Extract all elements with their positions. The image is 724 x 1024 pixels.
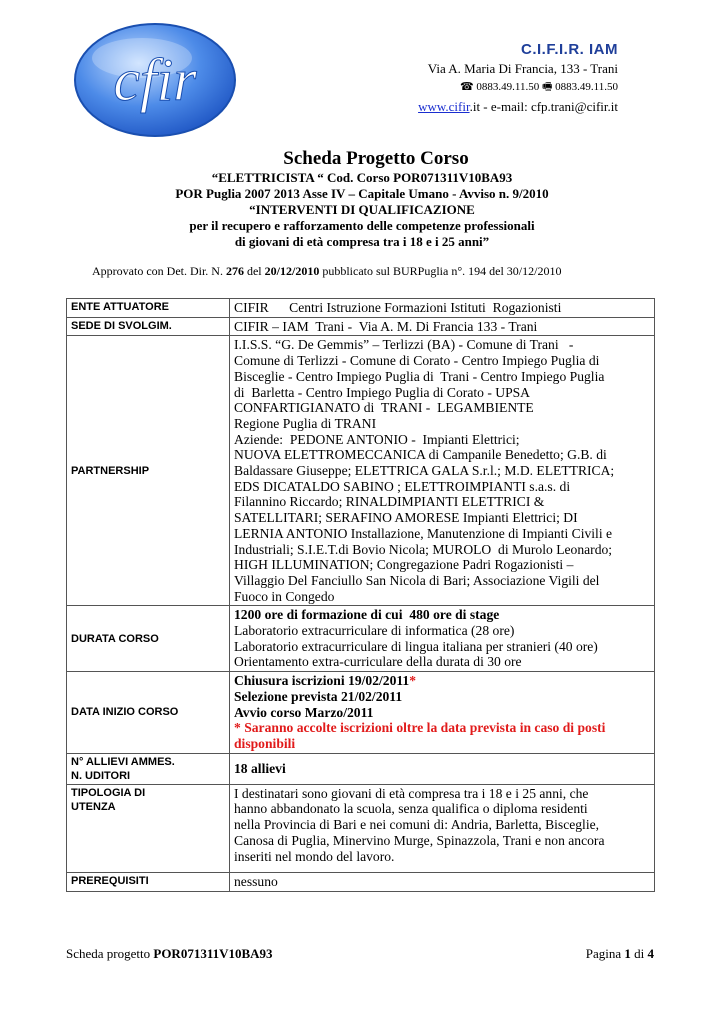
approval-prefix: Approvato con Det. Dir. N. [92, 264, 226, 278]
enrollment-note: * Saranno accolte iscrizioni oltre la data prevista in caso di posti [234, 720, 606, 736]
org-phone: 0883.49.11.50 [476, 81, 540, 93]
partnership-line: Villaggio Del Fanciullo San Nicola di Bari; Associazione Vigili del [234, 572, 600, 588]
org-phone-line [418, 78, 618, 97]
data-inizio-value [230, 672, 655, 754]
allievi-count: 18 allievi [234, 760, 286, 776]
closing-date: Chiusura iscrizioni 19/02/2011 [234, 673, 410, 689]
partnership-line: Industriali; S.I.E.T.di Bovio Nicola; MUROLO di Murolo Leonardo; [234, 541, 613, 557]
row-ente [67, 299, 655, 318]
partnership-line: SATELLITARI; SERAFINO AMORESE Impianti Elettrici; DI [234, 510, 578, 526]
approval-number: 276 [225, 264, 244, 278]
tipologia-value [230, 784, 655, 873]
prerequisiti-label: PREREQUISITI [67, 873, 230, 892]
approval-mid: del [243, 264, 265, 278]
selection-date: Selezione prevista 21/02/2011 [234, 688, 403, 704]
partnership-line: Comune di Terlizzi - Comune di Corato - Centro Impiego Puglia di [234, 353, 600, 369]
start-date: Avvio corso Marzo/2011 [234, 704, 374, 720]
page-current: 1 [624, 946, 631, 961]
page-total: 4 [647, 946, 654, 961]
organization-header [418, 40, 618, 116]
partnership-line: EDS DICATALDO SABINO ; ELETTROIMPIANTI s.a.s. di [234, 478, 571, 494]
durata-line: Orientamento extra-curriculare della durata di 30 ore [234, 654, 522, 670]
tipologia-line: Canosa di Puglia, Minervino Murge, Spinazzola, Trani e non ancora [234, 832, 605, 848]
tipologia-label-line: TIPOLOGIA DI [71, 786, 146, 799]
website-link[interactable]: www.cifir [418, 99, 470, 114]
closing-date-line [234, 673, 650, 689]
org-name: C.I.F.I.R. IAM [521, 41, 618, 58]
tipologia-label [67, 784, 230, 873]
partnership-label: PARTNERSHIP [67, 336, 230, 606]
partnership-line: Aziende: PEDONE ANTONIO - Impianti Elettrici; [234, 431, 520, 447]
course-titles [0, 148, 724, 250]
row-allievi [67, 753, 655, 784]
utenza-label-line: UTENZA [71, 800, 116, 813]
partnership-line: CONFARTIGIANATO di TRANI - LEGAMBIENTE [234, 400, 534, 416]
partnership-line: I.I.S.S. “G. De Gemmis” – Terlizzi (BA) - Comune di Trani - [234, 337, 574, 353]
tipologia-line: hanno abbandonato la scuola, senza qualifica o diploma residenti [234, 801, 588, 817]
ente-label: ENTE ATTUATORE [67, 299, 230, 318]
durata-label: DURATA CORSO [67, 606, 230, 672]
durata-line: Laboratorio extracurriculare di lingua italiana per stranieri (40 ore) [234, 638, 598, 654]
tipologia-line: nella Provincia di Bari e nei comuni di: Andria, Barletta, Bisceglie, [234, 817, 600, 833]
partnership-line: Fuoco in Congedo [234, 588, 335, 604]
footer-prefix: Scheda progetto [66, 946, 154, 961]
data-inizio-label: DATA INIZIO CORSO [67, 672, 230, 754]
partnership-line: Baldassare Giuseppe; ELETTRICA GALA S.r.l.; M.D. ELETTRICA; [234, 463, 615, 479]
row-prerequisiti [67, 873, 655, 892]
intervention-line: “INTERVENTI DI QUALIFICAZIONE [249, 202, 475, 217]
approval-date: 20/12/2010 [264, 264, 320, 278]
fax-icon: 🖷 [542, 81, 553, 93]
org-web-line [418, 97, 618, 116]
row-tipologia [67, 784, 655, 873]
project-table [66, 298, 655, 892]
org-fax: 0883.49.11.50 [555, 81, 618, 93]
footer-left [66, 946, 273, 962]
page-number [586, 946, 654, 962]
tipologia-line: inseriti nel mondo del lavoro. [234, 848, 395, 864]
partnership-line: Filannino Riccardo; RINALDIMPIANTI ELETTRICI & [234, 494, 545, 510]
page-footer [66, 946, 654, 962]
partnership-line: HIGH ILLUMINATION; Congregazione Padri Rogazionisti – [234, 557, 574, 573]
partnership-line: Bisceglie - Centro Impiego Puglia di Trani - Centro Impiego Puglia [234, 368, 605, 384]
ente-value: CIFIR Centri Istruzione Formazioni Istituti Rogazionisti [230, 299, 655, 318]
target-age-line: di giovani di età compresa tra i 18 e i 25 anni” [234, 234, 490, 249]
sede-value: CIFIR – IAM Trani - Via A. M. Di Francia 133 - Trani [230, 317, 655, 336]
row-sede [67, 317, 655, 336]
allievi-label-line: N° ALLIEVI AMMES. [71, 755, 175, 768]
partnership-value [230, 336, 655, 606]
footer-code: POR071311V10BA93 [153, 946, 273, 961]
page-title: Scheda Progetto Corso [283, 148, 469, 169]
purpose-line: per il recupero e rafforzamento delle competenze professionali [189, 218, 535, 233]
tipologia-line: I destinatari sono giovani di età compresa tra i 18 e i 25 anni, che [234, 785, 589, 801]
prerequisiti-value: nessuno [230, 873, 655, 892]
cifir-logo [70, 16, 240, 140]
course-code-line: “ELETTRICISTA “ Cod. Corso POR071311V10BA93 [211, 170, 513, 185]
row-partnership [67, 336, 655, 606]
approval-line [92, 264, 561, 279]
program-line: POR Puglia 2007 2013 Asse IV – Capitale Umano - Avviso n. 9/2010 [175, 186, 549, 201]
phone-icon: ☎ [459, 81, 474, 93]
org-address: Via A. Maria Di Francia, 133 - Trani [427, 61, 618, 76]
logo-text: cfir [113, 47, 197, 113]
sede-label: SEDE DI SVOLGIM. [67, 317, 230, 336]
org-email: .it - e-mail: cfp.trani@cifir.it [469, 99, 618, 114]
partnership-line: Regione Puglia di TRANI [234, 415, 377, 431]
partnership-line: NUOVA ELETTROMECCANICA di Campanile Benedetto; G.B. di [234, 447, 607, 463]
row-data-inizio [67, 672, 655, 754]
uditori-label-line: N. UDITORI [71, 769, 131, 782]
row-durata [67, 606, 655, 672]
durata-hours: 1200 ore di formazione di cui 480 ore di stage [234, 607, 500, 623]
allievi-label [67, 753, 230, 784]
approval-suffix: pubblicato sul BURPuglia n°. 194 del 30/12/2010 [319, 264, 562, 278]
durata-line: Laboratorio extracurriculare di informatica (28 ore) [234, 623, 515, 639]
enrollment-note-end: disponibili [234, 735, 296, 751]
allievi-value [230, 753, 655, 784]
partnership-line: LERNIA ANTONIO Installazione, Manutenzione di Impianti Civili e [234, 525, 613, 541]
durata-value [230, 606, 655, 672]
page-of: di [630, 946, 648, 961]
page-label: Pagina [585, 946, 625, 961]
closing-star: * [409, 673, 417, 689]
partnership-line: di Barletta - Centro Impiego Puglia di Corato - UPSA [234, 384, 531, 400]
